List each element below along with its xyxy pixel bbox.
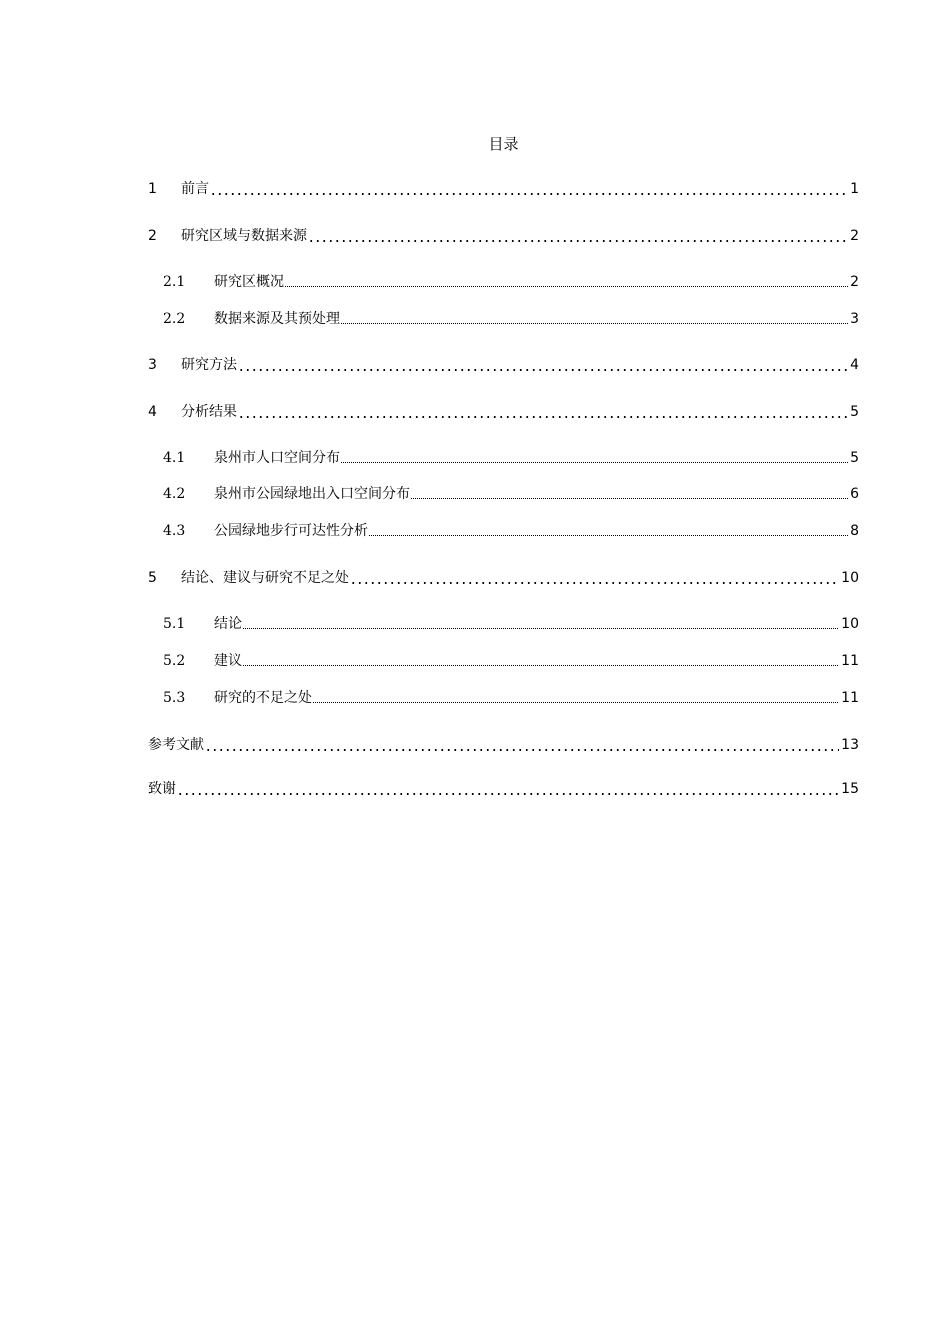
toc-dot-leader — [238, 369, 848, 371]
toc-entry-number: 2 — [148, 228, 157, 244]
toc-entry-page: 13 — [841, 737, 859, 753]
toc-entry-number: 5.1 — [163, 616, 186, 632]
toc-entry-number: 5.3 — [163, 690, 186, 706]
toc-entry-page: 3 — [850, 311, 859, 327]
toc-entry-page: 2 — [850, 274, 859, 290]
toc-dot-leader — [177, 793, 839, 795]
toc-entry[interactable] — [163, 272, 859, 292]
toc-title: 目录 — [488, 135, 519, 153]
toc-dot-leader — [238, 416, 848, 418]
toc-entry-label: 前言 — [181, 181, 209, 197]
toc-entry-label: 参考文献 — [148, 737, 204, 753]
toc-entry-number: 4.3 — [163, 523, 186, 539]
toc-entry-label: 研究方法 — [181, 357, 237, 373]
toc-dot-leader — [341, 462, 848, 463]
toc-entry-page: 8 — [850, 523, 859, 539]
toc-entry[interactable] — [148, 179, 859, 199]
toc-entry[interactable] — [148, 779, 859, 799]
toc-entry-number: 4.1 — [163, 450, 186, 466]
toc-entry-label: 致谢 — [148, 781, 176, 797]
toc-entry-label: 公园绿地步行可达性分析 — [214, 523, 368, 539]
toc-dot-leader — [285, 286, 848, 287]
toc-entry-number: 2.1 — [163, 274, 186, 290]
toc-entry[interactable] — [148, 355, 859, 375]
toc-entry-label: 泉州市公园绿地出入口空间分布 — [214, 486, 410, 502]
toc-entry-page: 15 — [841, 781, 859, 797]
toc-entry[interactable] — [163, 448, 859, 468]
toc-entry-page: 5 — [850, 450, 859, 466]
toc-entry-number: 5 — [148, 570, 157, 586]
toc-entry[interactable] — [148, 226, 859, 246]
toc-entry-page: 11 — [841, 690, 859, 706]
toc-entry-label: 分析结果 — [181, 404, 237, 420]
toc-entry-page: 2 — [850, 228, 859, 244]
toc-entry-page: 10 — [841, 570, 859, 586]
toc-entry-page: 5 — [850, 404, 859, 420]
toc-entry-number: 4 — [148, 404, 157, 420]
toc-entry[interactable] — [163, 309, 859, 329]
toc-entry-label: 数据来源及其预处理 — [214, 311, 340, 327]
toc-entry[interactable] — [148, 402, 859, 422]
toc-entry[interactable] — [163, 484, 859, 504]
toc-entry[interactable] — [163, 521, 859, 541]
toc-dot-leader — [341, 323, 848, 324]
toc-entry-label: 研究区域与数据来源 — [181, 228, 307, 244]
toc-entry[interactable] — [163, 651, 859, 671]
toc-dot-leader — [350, 582, 839, 584]
toc-entry-page: 4 — [850, 357, 859, 373]
toc-entry[interactable] — [148, 735, 859, 755]
toc-dot-leader — [205, 749, 839, 751]
toc-entry-number: 2.2 — [163, 311, 186, 327]
toc-entry-label: 结论、建议与研究不足之处 — [181, 570, 349, 586]
toc-dot-leader — [243, 628, 839, 629]
toc-entry[interactable] — [148, 568, 859, 588]
toc-dot-leader — [411, 498, 848, 499]
toc-entry-number: 4.2 — [163, 486, 186, 502]
toc-entry-label: 研究区概况 — [214, 274, 284, 290]
toc-entry-number: 5.2 — [163, 653, 186, 669]
toc-dot-leader — [369, 535, 848, 536]
toc-entry-number: 1 — [148, 181, 157, 197]
toc-entry[interactable] — [163, 688, 859, 708]
toc-dot-leader — [243, 665, 839, 666]
toc-entry[interactable] — [163, 614, 859, 634]
toc-dot-leader — [210, 193, 848, 195]
toc-entry-label: 建议 — [214, 653, 242, 669]
toc-entry-page: 6 — [850, 486, 859, 502]
toc-entry-label: 结论 — [214, 616, 242, 632]
toc-entry-label: 研究的不足之处 — [214, 690, 312, 706]
toc-entry-label: 泉州市人口空间分布 — [214, 450, 340, 466]
toc-dot-leader — [313, 702, 839, 703]
toc-entry-page: 11 — [841, 653, 859, 669]
toc-entry-page: 1 — [850, 181, 859, 197]
toc-dot-leader — [308, 240, 848, 242]
toc-entry-number: 3 — [148, 357, 157, 373]
toc-entry-page: 10 — [841, 616, 859, 632]
